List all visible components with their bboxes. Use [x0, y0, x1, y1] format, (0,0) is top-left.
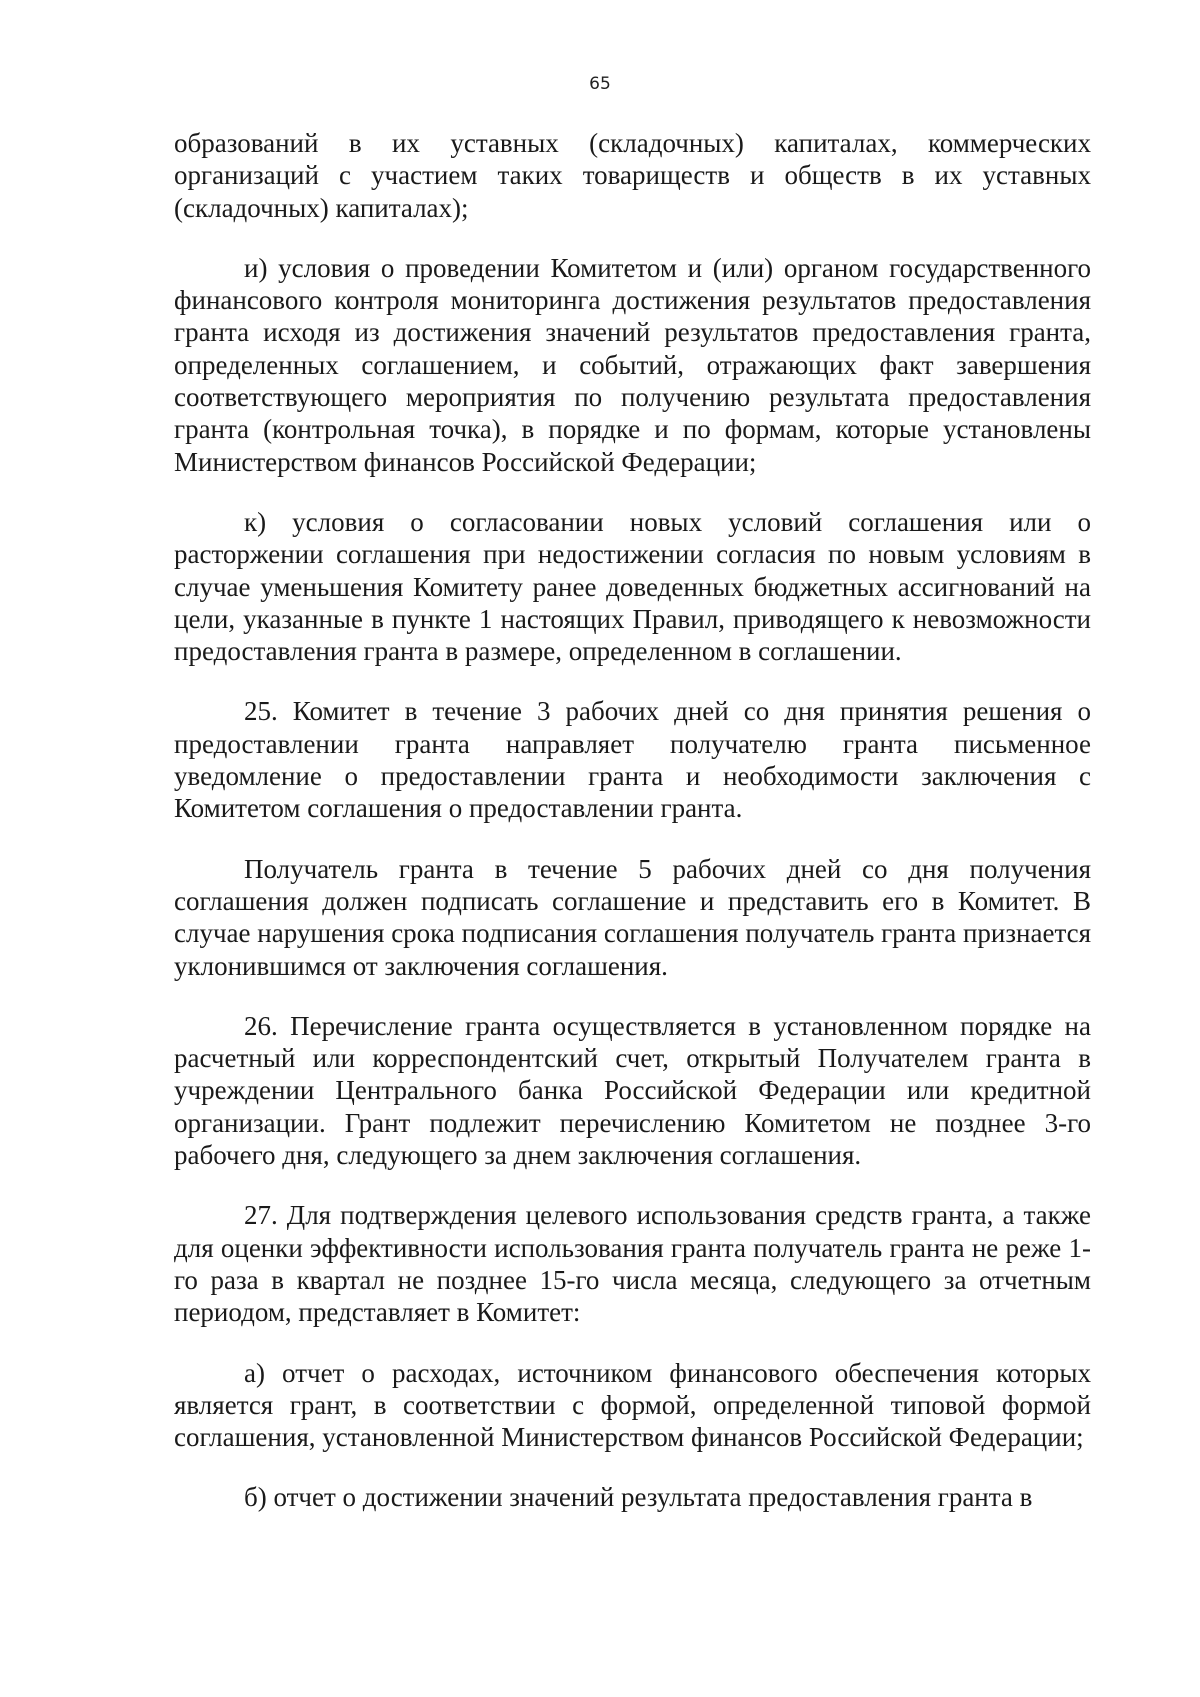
paragraph-item-k: к) условия о согласовании новых условий соглашения или о расторжении соглашения при недостижении согласия по новым условиям в случае уменьшения Комитету ранее доведенных бюджетных ассигнований на цели, указанные в пункте 1 настоящих Правил, приводящего к невозможности предоставления гранта в размере, определенном в соглашении. [174, 506, 1091, 667]
paragraph-continuation: образований в их уставных (складочных) капиталах, коммерческих организаций с участием таких товариществ и обществ в их уставных (складочных) капиталах); [174, 128, 1091, 223]
paragraph-clause-25-recipient: Получатель гранта в течение 5 рабочих дней со дня получения соглашения должен подписать соглашение и представить его в Комитет. В случае нарушения срока подписания соглашения получатель гранта признается уклонившимся от заключения соглашения. [174, 853, 1091, 981]
paragraph-item-i: и) условия о проведении Комитетом и (или) органом государственного финансового контроля мониторинга достижения результатов предоставления гранта исходя из достижения значений результатов предоставления гранта, определенных соглашением, и событий, отражающих факт завершения соответствующего мероприятия по получению результата предоставления гранта (контрольная точка), в порядке и по формам, которые установлены Министерством финансов Российской Федерации; [174, 252, 1091, 477]
document-body [174, 127, 1091, 1542]
paragraph-clause-27: 27. Для подтверждения целевого использования средств гранта, а также для оценки эффективности использования гранта получатель гранта не реже 1-го раза в квартал не позднее 15-го числа месяца, следующего за отчетным периодом, представляет в Комитет: [174, 1200, 1091, 1328]
paragraph-clause-25: 25. Комитет в течение 3 рабочих дней со дня принятия решения о предоставлении гранта направляет получателю гранта письменное уведомление о предоставлении гранта и необходимости заключения с Комитетом соглашения о предоставлении гранта. [174, 696, 1091, 824]
page-number: 65 [589, 74, 611, 94]
paragraph-item-b: б) отчет о достижении значений результата предоставления гранта в [244, 1482, 1033, 1513]
paragraph-item-a: а) отчет о расходах, источником финансового обеспечения которых является грант, в соответствии с формой, определенной типовой формой соглашения, установленной Министерством финансов Российской Федерации; [174, 1357, 1091, 1453]
paragraph-clause-26: 26. Перечисление гранта осуществляется в установленном порядке на расчетный или корреспондентский счет, открытый Получателем гранта в учреждении Центрального банка Российской Федерации или кредитной организации. Грант подлежит перечислению Комитетом не позднее 3-го рабочего дня, следующего за днем заключения соглашения. [174, 1010, 1091, 1171]
